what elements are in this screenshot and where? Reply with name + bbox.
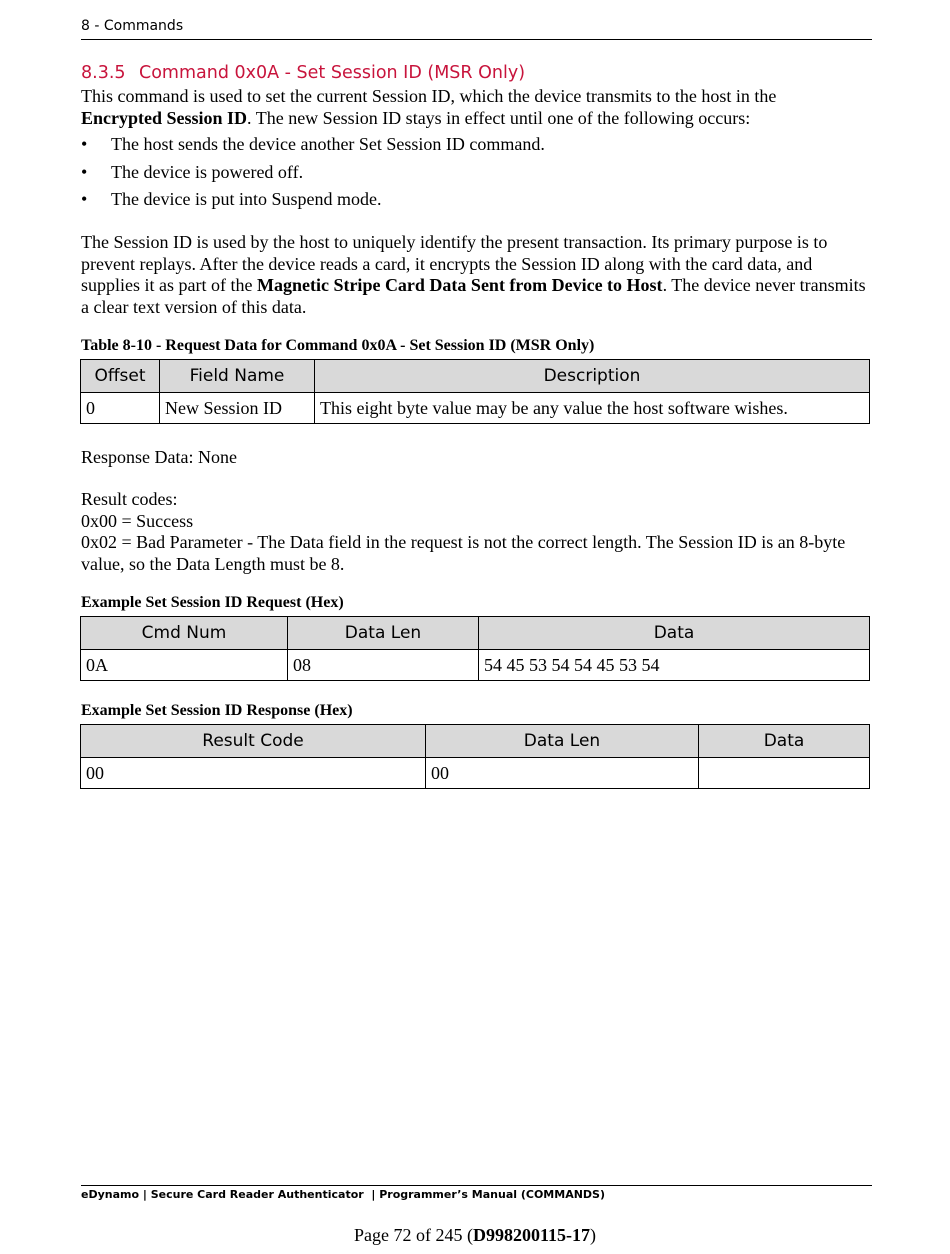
table-cell: 00 [81,758,426,789]
condition-list [81,134,871,217]
request-table-caption: Table 8-10 - Request Data for Command 0x0A - Set Session ID (MSR Only) [81,337,595,354]
table-cell: 08 [288,650,479,681]
footer-product: eDynamo [81,1188,140,1201]
bullet-icon: • [81,161,88,182]
example-request-caption: Example Set Session ID Request (Hex) [81,594,344,611]
table-cell [699,758,870,789]
table-row [81,758,870,789]
footer-subtitle: Secure Card Reader Authenticator [150,1188,364,1201]
bullet-icon: • [81,189,88,209]
document-number: D998200115-17 [472,1225,590,1245]
purpose-bold-term: Magnetic Stripe Card Data Sent from Device to Host [256,275,663,295]
table-row [81,393,870,424]
table-cell: New Session ID [160,393,315,424]
column-header: Data [479,617,870,650]
response-data-line: Response Data: None [81,447,237,467]
column-header: Offset [81,360,160,393]
page-number: Page 72 of 245 (D998200115-17) [354,1225,596,1245]
running-header: 8 - Commands [81,18,872,40]
request-data-table [80,359,870,424]
example-request-table [80,616,870,681]
intro-bold-term: Encrypted Session ID [81,107,248,128]
result-code-success: 0x00 = Success [81,510,194,531]
table-cell: This eight byte value may be any value the host software wishes. [315,393,870,424]
table-header-row [81,725,870,758]
purpose-text: The Session ID is used by the host to uniquely identify the present transaction. Its primary purpose is to prevent replays. After the device reads a card, it encrypts the Session ID along with the card data, and supplies it as part of the [81,232,828,295]
column-header: Data [699,725,870,758]
section-number: 8.3.5 [81,63,126,83]
table-header-row [81,617,870,650]
intro-text: This command is used to set the current Session ID, which the device transmits to the host in the [81,86,777,106]
result-code-bad-parameter: 0x02 = Bad Parameter - The Data field in the request is not the correct length. The Session ID is an 8-byte value, so the Data Length must be 8. [81,532,846,574]
purpose-text-continued: . The device never transmits a clear text version of this data. [81,275,866,317]
footer-product-line: eDynamo | Secure Card Reader Authenticator | Programmer’s Manual (COMMANDS) [81,1188,605,1201]
purpose-paragraph [81,232,871,318]
list-item: • The device is powered off. [81,161,304,182]
result-codes [81,489,871,575]
intro-paragraph [81,86,871,129]
list-item: • The device is put into Suspend mode. [81,189,382,209]
example-response-caption: Example Set Session ID Response (Hex) [81,702,353,719]
table-cell: 0A [81,650,288,681]
column-header: Cmd Num [81,617,288,650]
footer-divider [81,1185,872,1186]
table-cell: 0 [81,393,160,424]
table-cell: 00 [426,758,699,789]
example-response-table [80,724,870,789]
column-header: Description [315,360,870,393]
column-header: Result Code [81,725,426,758]
table-row [81,650,870,681]
bullet-icon: • [81,134,88,154]
list-item: • The host sends the device another Set Session ID command. [81,134,545,154]
column-header: Data Len [288,617,479,650]
table-header-row [81,360,870,393]
intro-text-continued: . The new Session ID stays in effect until one of the following occurs: [247,107,751,128]
section-heading [81,62,525,84]
table-cell: 54 45 53 54 54 45 53 54 [479,650,870,681]
section-title: Command 0x0A - Set Session ID (MSR Only) [139,63,526,83]
result-codes-label: Result codes: [81,489,178,509]
column-header: Data Len [426,725,699,758]
footer-manual: Programmer’s Manual (COMMANDS) [379,1188,605,1201]
column-header: Field Name [160,360,315,393]
